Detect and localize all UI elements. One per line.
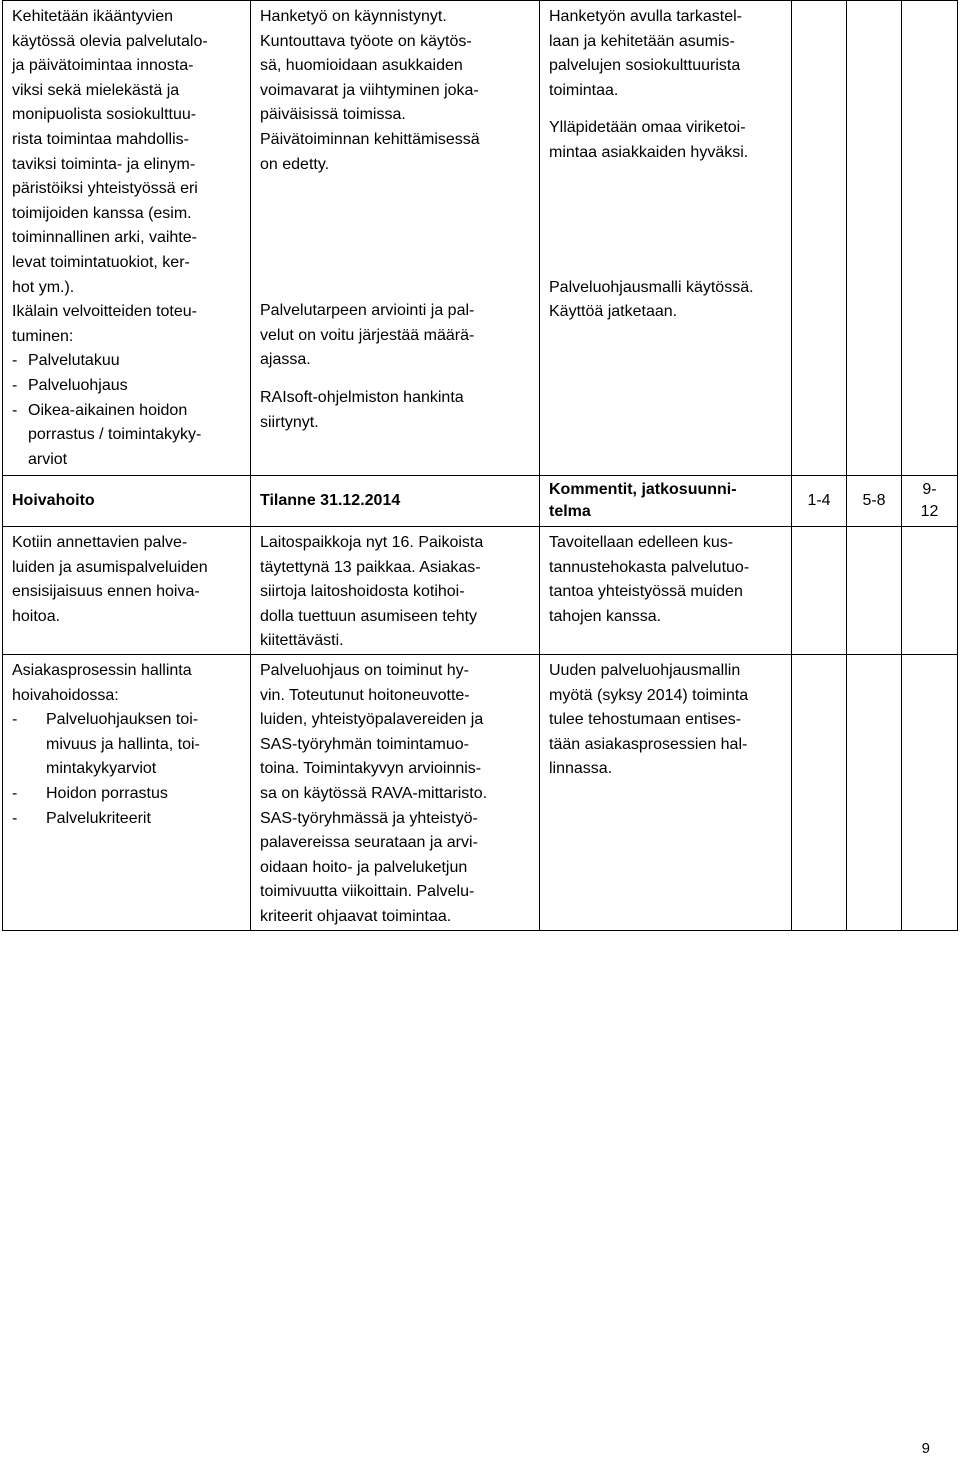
schedule-cell <box>792 527 847 655</box>
status-text: RAIsoft-ohjelmiston hankinta siirtynyt. <box>260 388 464 431</box>
period-header: 1-4 <box>792 476 847 527</box>
goal-text: Kehitetään ikääntyvien käytössä olevia palvelutalo- ja päivätoimintaa innosta- viksi sekä mielekästä ja monipuolista sosiokulttuu- rista toimintaa mahdollis- taviksi toiminta- ja elinym- päristöiksi yhteistyössä eri toimijoiden kanssa (esim. toiminnallinen arki, vaihte- levat toimintatuokiot, ker- hot ym.). <box>12 8 208 296</box>
table-row <box>3 654 958 930</box>
goal-cell: Kotiin annettavien palve- luiden ja asumispalveluiden ensisijaisuus ennen hoiva- hoitoa. <box>3 527 251 655</box>
section-header-row <box>3 476 958 527</box>
goal-cell <box>3 1 251 476</box>
goal-list <box>12 708 242 831</box>
page-number: 9 <box>921 1440 930 1457</box>
table-row <box>3 527 958 655</box>
list-item: - Palvelutakuu <box>12 349 242 374</box>
comment-text: Ylläpidetään omaa viriketoi- mintaa asiakkaiden hyväksi. <box>549 119 749 161</box>
section-title: Hoivahoito <box>3 476 251 527</box>
comment-cell: Tavoitellaan edelleen kus- tannustehokasta palvelutuo- tantoa yhteistyössä muiden tahojen kanssa. <box>540 527 792 655</box>
period-header: 9- 12 <box>902 476 958 527</box>
schedule-cell <box>847 654 902 930</box>
list-item: - Palveluohjaus <box>12 374 242 399</box>
status-text: Hanketyö on käynnistynyt. Kuntouttava työote on käytös- sä, huomioidaan asukkaiden voimavarat ja viihtyminen joka- päiväisissä toimissa. Päivätoiminnan kehittämisessä on edetty. <box>260 8 480 173</box>
list-item: - Hoidon porrastus <box>12 782 242 807</box>
period-header: 5-8 <box>847 476 902 527</box>
comment-cell: Uuden palveluohjausmallin myötä (syksy 2014) toiminta tulee tehostumaan entises- tään asiakasprosessien hal- linnassa. <box>540 654 792 930</box>
comment-text: Palveluohjausmalli käytössä. Käyttöä jatketaan. <box>549 278 754 321</box>
schedule-cell <box>792 654 847 930</box>
schedule-cell <box>902 1 958 476</box>
goal-list <box>12 349 242 472</box>
list-item: - Palveluohjauksen toi- mivuus ja hallinta, toi- mintakykyarviot <box>12 708 242 782</box>
list-item: - Oikea-aikainen hoidon porrastus / toimintakyky- arviot <box>12 399 242 473</box>
goal-cell: Asiakasprosessin hallinta hoivahoidossa: - Palveluohjauksen toi- mivuus ja hallinta, toi- mintakykyarviot - Hoidon porrastus - Palvelukriteerit <box>3 654 251 930</box>
comment-cell <box>540 1 792 476</box>
schedule-cell <box>792 1 847 476</box>
comment-text: Hanketyön avulla tarkastel- laan ja kehitetään asumis- palvelujen sosiokulttuurista toimintaa. <box>549 8 742 99</box>
schedule-cell <box>902 527 958 655</box>
status-cell: Palveluohjaus on toiminut hy- vin. Toteutunut hoitoneuvotte- luiden, yhteistyöpalavereiden ja SAS-työryhmän toimintamuo- toina. Toimintakyvyn arvioinnis- sa on käytössä RAVA-mittaristo. SAS-työryhmässä ja yhteistyö- palavereissa seurataan ja arvi- oidaan hoito- ja palveluketjun toimivuutta viikoittain. Palvelu- kriteerit ohjaavat toimintaa. <box>251 654 540 930</box>
comments-header: Kommentit, jatkosuunni- telma <box>540 476 792 527</box>
schedule-cell <box>847 527 902 655</box>
list-item: - Palvelukriteerit <box>12 807 242 832</box>
status-cell: Laitospaikkoja nyt 16. Paikoista täytettynä 13 paikkaa. Asiakas- siirtoja laitoshoidosta kotihoi- dolla tuettuun asumiseen tehty kiitettävästi. <box>251 527 540 655</box>
goal-text: Ikälain velvoitteiden toteu- tuminen: <box>12 303 197 345</box>
table-row <box>3 1 958 476</box>
schedule-cell <box>902 654 958 930</box>
schedule-cell <box>847 1 902 476</box>
status-cell <box>251 1 540 476</box>
status-text: Palvelutarpeen arviointi ja pal- velut on voitu järjestää määrä- ajassa. <box>260 302 475 369</box>
plan-table <box>2 0 958 931</box>
status-header: Tilanne 31.12.2014 <box>251 476 540 527</box>
